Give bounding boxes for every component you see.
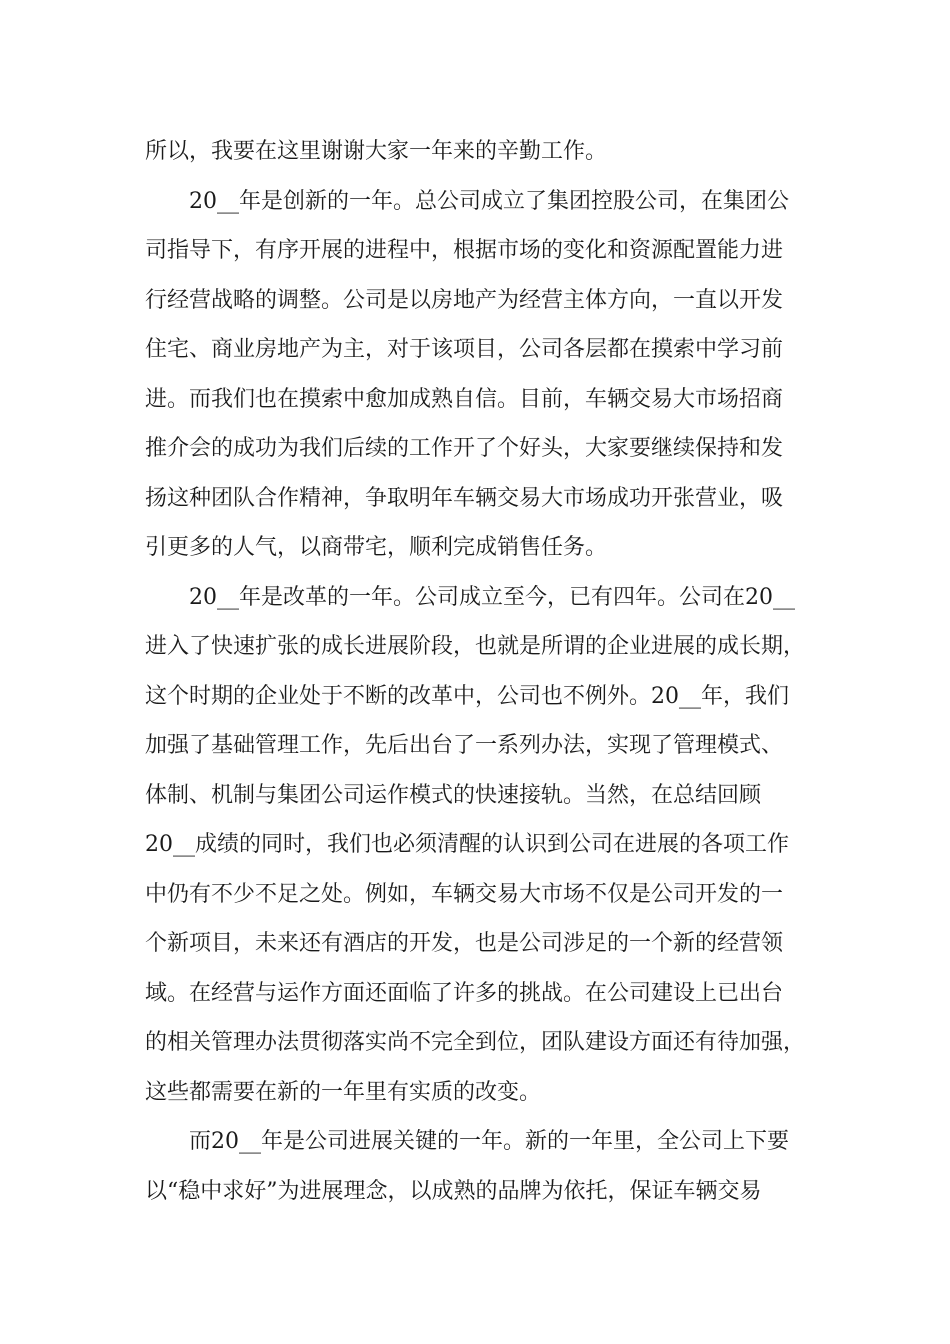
paragraph-start-line: 20__年是创新的一年。总公司成立了集团控股公司，在集团公 xyxy=(189,188,789,214)
text-line: 以“稳中求好”为进展理念，以成熟的品牌为依托，保证车辆交易 xyxy=(145,1178,762,1204)
text-line: 这个时期的企业处于不断的改革中，公司也不例外。20__年，我们 xyxy=(145,683,789,709)
text-line: 所以，我要在这里谢谢大家一年来的辛勤工作。 xyxy=(145,139,608,164)
text-line: 体制、机制与集团公司运作模式的快速接轨。当然，在总结回顾 xyxy=(145,782,762,808)
text-line: 域。在经营与运作方面还面临了许多的挑战。在公司建设上已出台 xyxy=(145,980,784,1006)
text-line: 推介会的成功为我们后续的工作开了个好头，大家要继续保持和发 xyxy=(145,436,784,461)
text-line: 进。而我们也在摸索中愈加成熟自信。目前，车辆交易大市场招商 xyxy=(145,386,784,412)
text-line: 的相关管理办法贯彻落实尚不完全到位，团队建设方面还有待加强， xyxy=(145,1030,806,1055)
text-line: 进入了快速扩张的成长进展阶段，也就是所谓的企业进展的成长期， xyxy=(145,634,806,659)
paragraph-start-line: 20__年是改革的一年。公司成立至今，已有四年。公司在20__ xyxy=(189,584,795,610)
text-line: 个新项目，未来还有酒店的开发，也是公司涉足的一个新的经营领 xyxy=(145,931,784,956)
text-line: 中仍有不少不足之处。例如，车辆交易大市场不仅是公司开发的一 xyxy=(145,881,784,907)
paragraph-start-line: 而20__年是公司进展关键的一年。新的一年里，全公司上下要 xyxy=(189,1129,789,1154)
text-line: 扬这种团队合作精神，争取明年车辆交易大市场成功开张营业，吸 xyxy=(145,485,784,511)
text-line: 司指导下，有序开展的进程中，根据市场的变化和资源配置能力进 xyxy=(145,238,784,263)
text-line: 住宅、商业房地产为主，对于该项目，公司各层都在摸索中学习前 xyxy=(145,337,784,362)
text-line: 20__成绩的同时，我们也必须清醒的认识到公司在进展的各项工作 xyxy=(145,832,789,857)
text-line: 行经营战略的调整。公司是以房地产为经营主体方向，一直以开发 xyxy=(145,287,784,313)
text-line: 这些都需要在新的一年里有实质的改变。 xyxy=(145,1079,542,1105)
document-body xyxy=(145,127,810,1216)
text-line: 加强了基础管理工作，先后出台了一系列办法，实现了管理模式、 xyxy=(145,733,784,758)
text-line: 引更多的人气，以商带宅，顺利完成销售任务。 xyxy=(145,535,608,560)
